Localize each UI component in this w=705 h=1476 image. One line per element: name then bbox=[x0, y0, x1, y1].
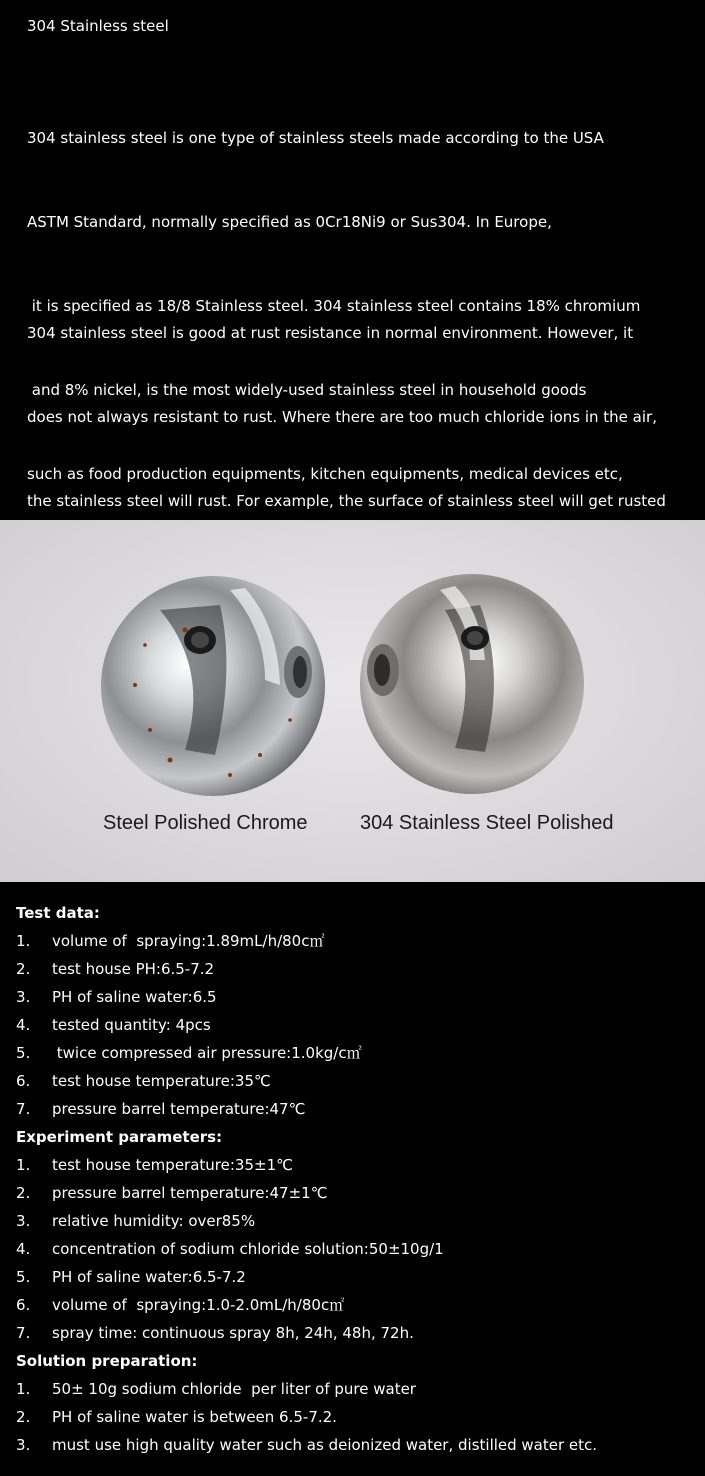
list-item: must use high quality water such as deionized water, distilled water etc. bbox=[52, 1436, 598, 1454]
stainless-caption: 304 Stainless Steel Polished bbox=[360, 812, 614, 834]
list-number: 4. bbox=[16, 1016, 31, 1034]
list-number: 7. bbox=[16, 1100, 31, 1118]
list-number: 1. bbox=[16, 1380, 31, 1398]
chrome-hemisphere bbox=[101, 576, 325, 796]
list-item: pressure barrel temperature:47±1℃ bbox=[52, 1184, 328, 1202]
text-line: the stainless steel will rust. For example, the surface of stainless steel will get rusted bbox=[27, 492, 666, 510]
list-number: 6. bbox=[16, 1072, 31, 1090]
stainless-hemisphere bbox=[360, 574, 584, 794]
section-heading: Test data: bbox=[16, 904, 100, 922]
list-number: 2. bbox=[16, 960, 31, 978]
text-line: ASTM Standard, normally specified as 0Cr18Ni9 or Sus304. In Europe, bbox=[27, 213, 552, 231]
page-title: 304 Stainless steel bbox=[27, 17, 169, 35]
list-item: test house temperature:35±1℃ bbox=[52, 1156, 293, 1174]
text-line: it is specified as 18/8 Stainless steel. 304 stainless steel contains 18% chromium bbox=[27, 297, 641, 315]
list-number: 5. bbox=[16, 1268, 31, 1286]
list-item: concentration of sodium chloride solution:50±10g/1 bbox=[52, 1240, 444, 1258]
text-line: does not always resistant to rust. Where there are too much chloride ions in the air, bbox=[27, 408, 657, 426]
list-item: PH of saline water:6.5-7.2 bbox=[52, 1268, 246, 1286]
list-item: spray time: continuous spray 8h, 24h, 48h, 72h. bbox=[52, 1324, 414, 1342]
list-item: PH of saline water is between 6.5-7.2. bbox=[52, 1408, 337, 1426]
comparison-photo bbox=[0, 520, 705, 882]
list-number: 3. bbox=[16, 1212, 31, 1230]
text-line: 304 stainless steel is one type of stainless steels made according to the USA bbox=[27, 129, 604, 147]
text-line: and 8% nickel, is the most widely-used stainless steel in household goods bbox=[27, 381, 587, 399]
section-heading: Solution preparation: bbox=[16, 1352, 198, 1370]
section-heading: Experiment parameters: bbox=[16, 1128, 223, 1146]
list-item: relative humidity: over85% bbox=[52, 1212, 256, 1230]
list-item: twice compressed air pressure:1.0kg/c㎡ bbox=[52, 1044, 362, 1062]
test-details bbox=[0, 882, 705, 1476]
list-item: volume of spraying:1.0-2.0mL/h/80c㎡ bbox=[52, 1296, 345, 1314]
list-number: 2. bbox=[16, 1184, 31, 1202]
list-number: 3. bbox=[16, 1436, 31, 1454]
list-item: PH of saline water:6.5 bbox=[52, 988, 217, 1006]
list-number: 6. bbox=[16, 1296, 31, 1314]
text-line: such as food production equipments, kitchen equipments, medical devices etc, bbox=[27, 465, 623, 483]
intro-section bbox=[0, 0, 705, 520]
list-number: 2. bbox=[16, 1408, 31, 1426]
list-item: test house PH:6.5-7.2 bbox=[52, 960, 215, 978]
list-number: 5. bbox=[16, 1044, 31, 1062]
list-number: 1. bbox=[16, 932, 31, 950]
list-item: pressure barrel temperature:47℃ bbox=[52, 1100, 306, 1118]
list-number: 4. bbox=[16, 1240, 31, 1258]
list-number: 1. bbox=[16, 1156, 31, 1174]
list-item: tested quantity: 4pcs bbox=[52, 1016, 211, 1034]
list-number: 3. bbox=[16, 988, 31, 1006]
list-item: 50± 10g sodium chloride per liter of pure water bbox=[52, 1380, 416, 1398]
list-number: 7. bbox=[16, 1324, 31, 1342]
chrome-caption: Steel Polished Chrome bbox=[103, 812, 308, 834]
text-line: 304 stainless steel is good at rust resistance in normal environment. However, it bbox=[27, 324, 634, 342]
list-item: test house temperature:35℃ bbox=[52, 1072, 271, 1090]
list-item: volume of spraying:1.89mL/h/80c㎡ bbox=[52, 932, 325, 950]
